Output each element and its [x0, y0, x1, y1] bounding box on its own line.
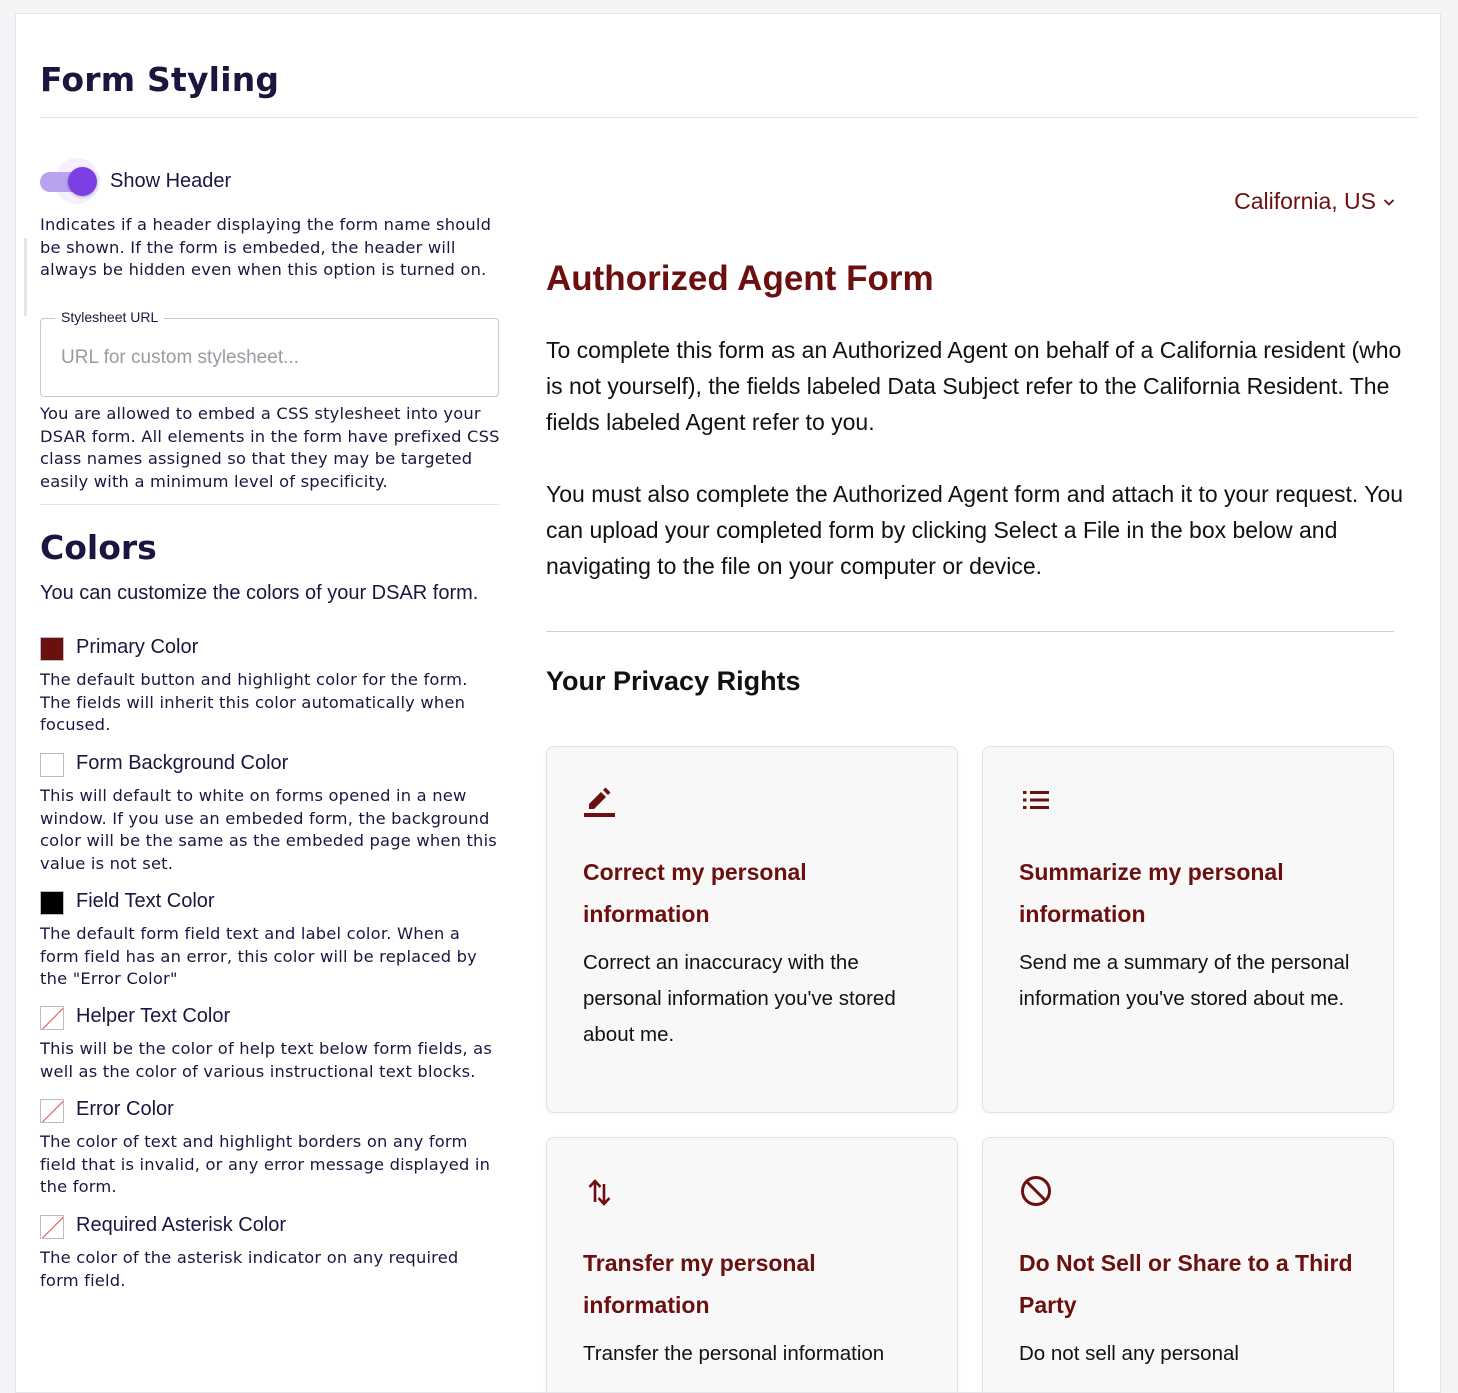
right-card-description: Do not sell any personal: [1019, 1342, 1239, 1365]
chevron-down-icon: [1382, 195, 1396, 209]
required-asterisk-color-swatch[interactable]: [40, 1215, 64, 1239]
list-icon: [1019, 783, 1053, 817]
privacy-rights-title: Your Privacy Rights: [546, 666, 801, 696]
edit-icon: [583, 783, 617, 817]
right-card-do-not-sell[interactable]: [982, 1137, 1394, 1393]
right-card-description: Send me a summary of the personal information you've stored about me.: [1019, 951, 1350, 1010]
show-header-label[interactable]: Show Header: [110, 170, 232, 192]
helper-text-color-help: This will be the color of help text below form fields, as well as the color of various instructional text blocks.: [40, 1039, 493, 1081]
preview-intro-paragraph-2: You must also complete the Authorized Agent form and attach it to your request. You can upload your completed form by clicking Select a File in the box below and navigating to the file on your computer or device.: [546, 481, 1404, 579]
form-styling-card: [15, 13, 1441, 1393]
right-card-title: Correct my personal information: [583, 859, 807, 927]
required-asterisk-color-help: The color of the asterisk indicator on any required form field.: [40, 1248, 459, 1290]
panel-edge-marker: [24, 238, 27, 316]
preview-form-title: Authorized Agent Form: [546, 259, 934, 298]
swap-vertical-icon: [583, 1174, 617, 1208]
toggle-knob: [68, 167, 97, 196]
helper-text-color-label: Helper Text Color: [76, 1005, 231, 1027]
show-header-help: Indicates if a header displaying the form name should be shown. If the form is embeded, the header will always be hidden even when this option is turned on.: [40, 215, 492, 279]
region-label: California, US: [1234, 188, 1376, 214]
stylesheet-url-field: [40, 309, 499, 397]
primary-color-help: The default button and highlight color for the form. The fields will inherit this color automatically when focused.: [40, 670, 468, 734]
error-color-help: The color of text and highlight borders on any form field that is invalid, or any error message displayed in the form.: [40, 1132, 491, 1196]
section-divider: [40, 504, 499, 505]
field-text-color-label: Field Text Color: [76, 890, 215, 912]
right-card-title: Do Not Sell or Share to a Third Party: [1019, 1250, 1353, 1318]
right-card-summarize[interactable]: [982, 746, 1394, 1113]
right-card-description: Transfer the personal information: [583, 1342, 885, 1365]
field-text-color-swatch[interactable]: [40, 891, 64, 915]
page-title: Form Styling: [40, 60, 280, 99]
show-header-toggle[interactable]: [40, 166, 100, 196]
right-card-title: Summarize my personal information: [1019, 859, 1284, 927]
block-icon: [1019, 1174, 1053, 1208]
required-asterisk-color-label: Required Asterisk Color: [76, 1214, 287, 1236]
stylesheet-url-input[interactable]: [41, 319, 498, 396]
form-background-color-label: Form Background Color: [76, 752, 289, 774]
error-color-swatch[interactable]: [40, 1099, 64, 1123]
stylesheet-help: You are allowed to embed a CSS stylesheet into your DSAR form. All elements in the form have prefixed CSS class names assigned so that they may be targeted easily with a minimum level of specificity.: [40, 404, 500, 491]
title-divider: [40, 117, 1418, 118]
form-background-color-swatch[interactable]: [40, 753, 64, 777]
form-background-color-help: This will default to white on forms opened in a new window. If you use an embeded form, the background color will be the same as the embeded page when this value is not set.: [40, 786, 497, 873]
preview-intro: [546, 332, 1406, 584]
stylesheet-url-label: Stylesheet URL: [55, 309, 164, 325]
right-card-correct[interactable]: [546, 746, 958, 1113]
field-text-color-help: The default form field text and label color. When a form field has an error, this color will be replaced by the "Error Color": [40, 924, 478, 988]
preview-divider: [546, 631, 1394, 632]
preview-intro-paragraph-1: To complete this form as an Authorized Agent on behalf of a California resident (who is not yourself), the fields labeled Data Subject refer to the California Resident. The fields labeled Agent refer to you.: [546, 337, 1402, 435]
primary-color-label: Primary Color: [76, 636, 199, 658]
right-card-transfer[interactable]: [546, 1137, 958, 1393]
helper-text-color-swatch[interactable]: [40, 1006, 64, 1030]
colors-title: Colors: [40, 528, 157, 567]
region-selector[interactable]: [1234, 188, 1396, 215]
error-color-label: Error Color: [76, 1098, 174, 1120]
right-card-title: Transfer my personal information: [583, 1250, 816, 1318]
right-card-description: Correct an inaccuracy with the personal information you've stored about me.: [583, 951, 896, 1046]
primary-color-swatch[interactable]: [40, 637, 64, 661]
colors-subtitle: You can customize the colors of your DSAR form.: [40, 582, 479, 604]
